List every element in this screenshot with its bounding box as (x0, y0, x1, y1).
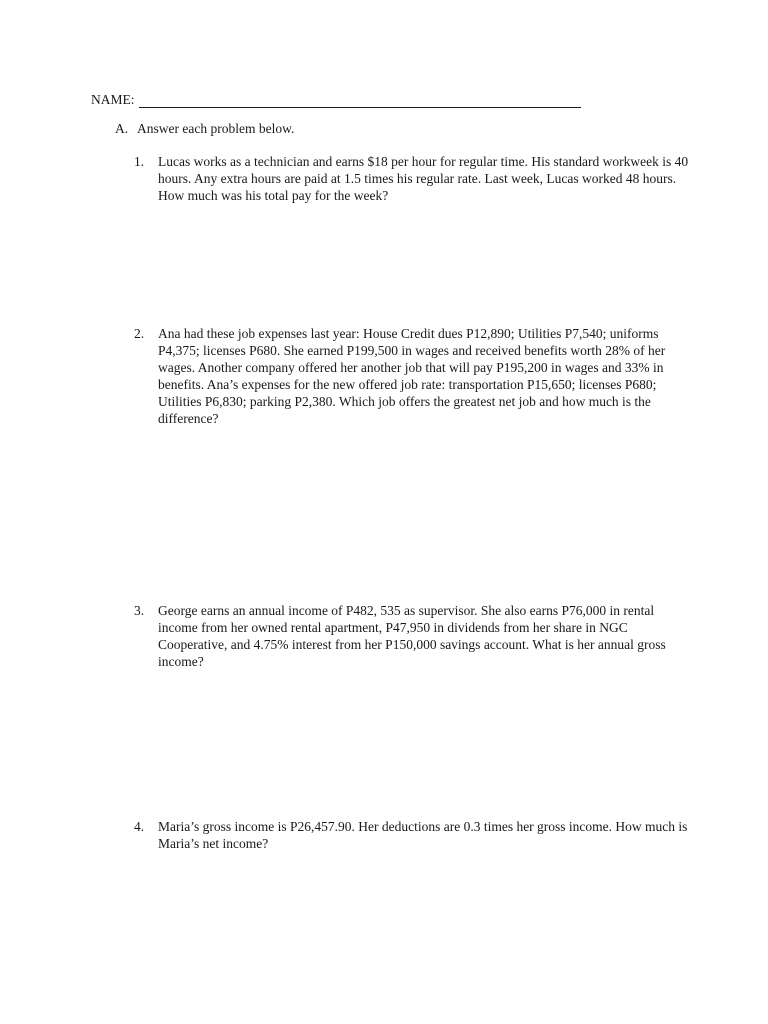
problem-item (134, 153, 694, 204)
section-instruction: Answer each problem below. (137, 121, 295, 136)
name-label: NAME: (91, 92, 135, 107)
problem-item (134, 325, 694, 427)
problem-text: Ana had these job expenses last year: House Credit dues P12,890; Utilities P7,540; uniforms P4,375; licenses P680. She earned P199,500 in wages and received benefits worth 28% of her wages. Another company offered her another job that will pay P195,200 in wages and 33% in benefits. Ana’s expenses for the new offered job rate: transportation P15,650; licenses P680; Utilities P6,830; parking P2,380. Which job offers the greatest net job and how much is the difference? (158, 326, 666, 426)
section-heading (115, 121, 294, 137)
problem-text: Lucas works as a technician and earns $18 per hour for regular time. His standard workweek is 40 hours. Any extra hours are paid at 1.5 times his regular rate. Last week, Lucas worked 48 hours. How much was his total pay for the week? (158, 154, 689, 203)
problem-text: George earns an annual income of P482, 535 as supervisor. She also earns P76,000 in rental income from her owned rental apartment, P47,950 in dividends from her share in NGC Cooperative, and 4.75% interest from her P150,000 savings account. What is her annual gross income? (158, 603, 666, 669)
problem-number: 1. (134, 154, 145, 169)
problem-text: Maria’s gross income is P26,457.90. Her deductions are 0.3 times her gross income. How much is Maria’s net income? (158, 819, 688, 851)
name-blank-line[interactable] (139, 97, 581, 108)
problem-number: 3. (134, 603, 145, 618)
problem-item (134, 818, 694, 852)
name-field[interactable] (91, 92, 581, 108)
section-letter: A. (115, 121, 129, 136)
problem-item (134, 602, 694, 670)
problem-number: 4. (134, 819, 145, 834)
problem-number: 2. (134, 326, 145, 341)
